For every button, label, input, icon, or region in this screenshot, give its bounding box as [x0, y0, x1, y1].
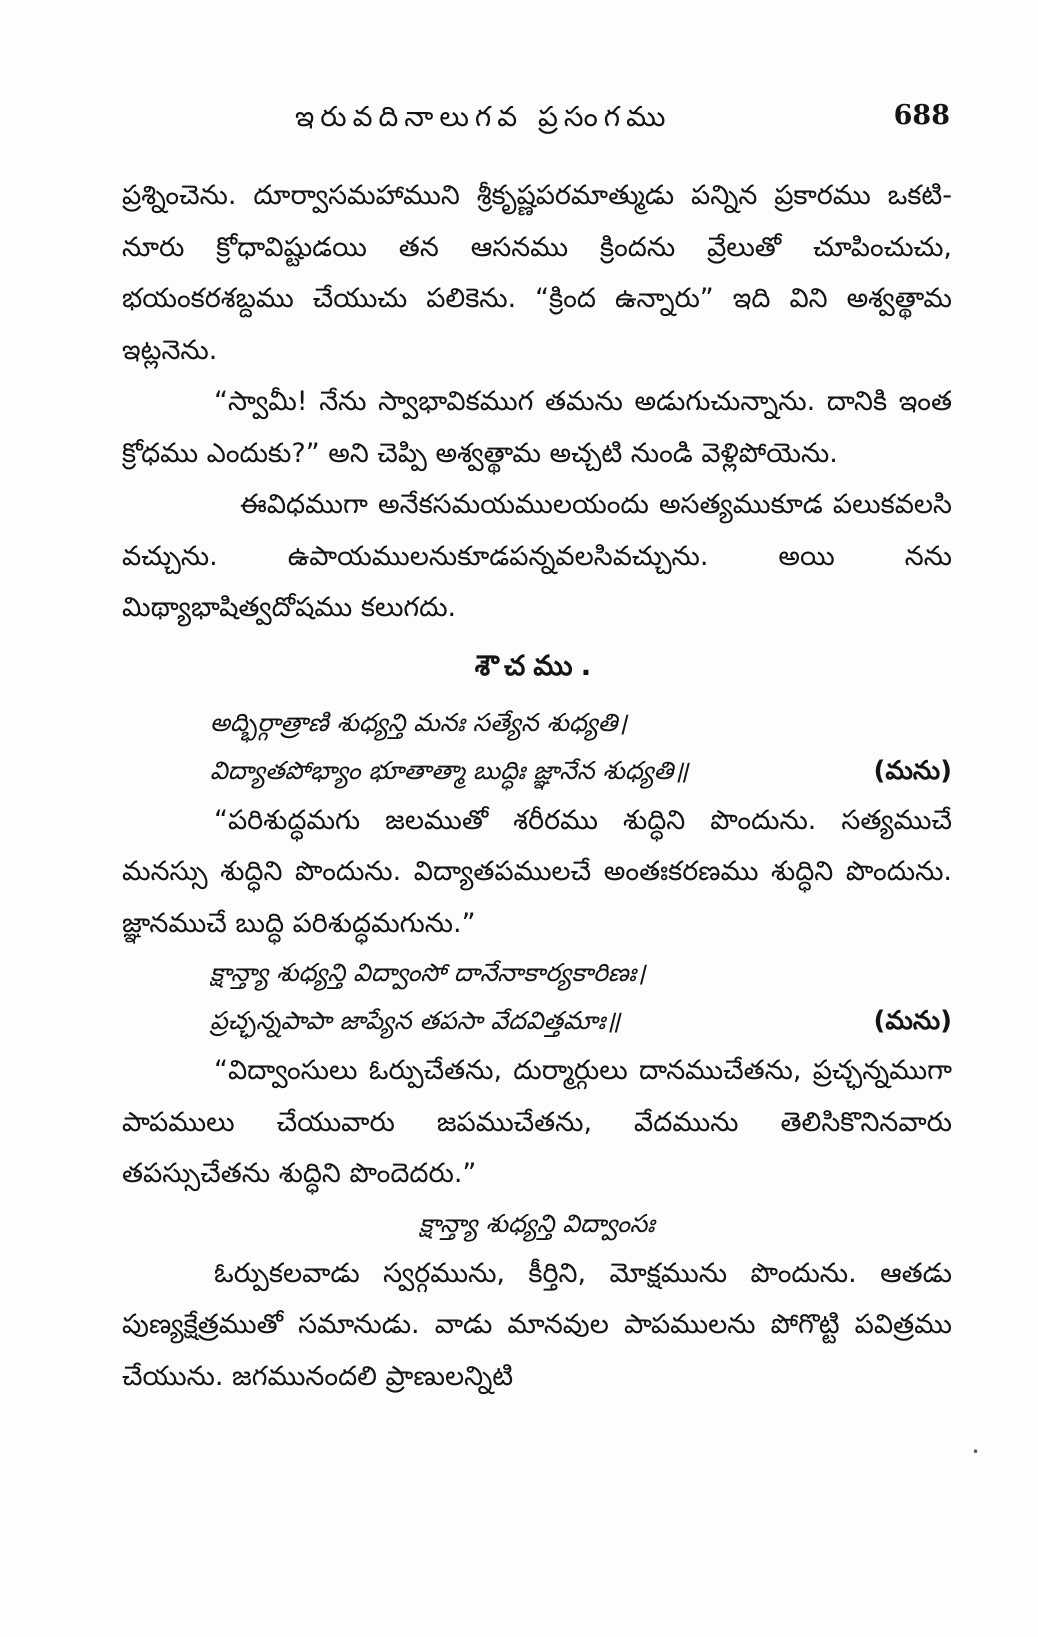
- page-number: 688: [893, 100, 950, 131]
- section-heading: శౌచము.: [474, 648, 600, 682]
- page-body: [122, 170, 952, 1402]
- verse-text: అద్భిర్గాత్రాణి శుధ్యన్తి మనః సత్యేన శుధ్యతి।: [210, 707, 627, 737]
- sanskrit-verse-line: [122, 997, 952, 1045]
- paragraph: ఈవిధముగా అనేకసమయములయందు అసత్యముకూడ పలుకవలసి వచ్చును. ఉపాయములనుకూడపన్నవలసివచ్చును. అయి నను మిథ్యాభాషిత్వదోషము కలుగదు.: [122, 489, 952, 623]
- page-header: [120, 100, 950, 140]
- sanskrit-verse-line: [122, 949, 952, 997]
- paragraph: ఓర్పుకలవాడు స్వర్గమును, కీర్తిని, మోక్షమును పొందును. ఆతడు పుణ్యక్షేత్రముతో సమానుడు. వాడు మానవుల పాపములను పోగొట్టి పవిత్రము చేయును. జగమునందలి ప్రాణులన్నిటి: [122, 1257, 952, 1392]
- verse-text: క్షాన్త్యా శుధ్యన్తి విద్వాంసః: [419, 1208, 655, 1238]
- verse-source: (మను): [873, 755, 952, 786]
- verse-text: క్షాన్త్యా శుధ్యన్తి విద్వాంసో దానేనాకార్యకారిణః।: [210, 958, 646, 987]
- paragraph: “స్వామీ! నేను స్వాభావికముగ తమను అడుగుచున్నాను. దానికి ఇంత క్రోధము ఎందుకు?” అని చెప్పి అశ్వత్థామ అచ్చటి నుండి వెళ్లిపోయెను.: [122, 386, 952, 469]
- sanskrit-verse-line: [122, 699, 952, 747]
- verse-text: విద్యాతపోభ్యాం భూతాత్మా బుద్ధిః జ్ఞానేన శుధ్యతి॥: [210, 755, 689, 785]
- verse-source: (మను): [873, 1006, 952, 1036]
- paragraph: “పరిశుద్ధమగు జలముతో శరీరము శుద్ధిని పొందును. సత్యముచే మనస్సు శుద్ధిని పొందును. విద్యాతపములచే అంతఃకరణము శుద్ధిని పొందును. జ్ఞానముచే బుద్ధి పరిశుద్ధమగును.”: [122, 804, 952, 939]
- verse-text: ప్రచ్ఛన్నపాపా జాప్యేన తపసా వేదవిత్తమాః॥: [210, 1006, 621, 1035]
- sanskrit-verse-line: [122, 747, 952, 795]
- sanskrit-verse-line: [122, 1200, 952, 1248]
- paragraph: “విద్వాంసులు ఓర్పుచేతను, దుర్మార్గులు దానముచేతను, ప్రచ్ఛన్నముగా పాపములు చేయువారు జపముచేతను, వేదమును తెలిసికొనినవారు తపస్సుచేతను శుద్ధిని పొందెదరు.”: [122, 1055, 952, 1189]
- paragraph: ప్రశ్నించెను. దూర్వాసమహాముని శ్రీకృష్ణపరమాత్ముడు పన్నిన ప్రకారము ఒకటి-నూరు క్రోధావిష్టుడయి తన ఆసనము క్రిందను వ్రేలుతో చూపించుచు, భయంకరశబ్దము చేయుచు పలికెను. “క్రింద ఉన్నారు” ఇది విని అశ్వత్థామ ఇట్లనెను.: [122, 180, 952, 366]
- running-head: ఇరువదినాలుగవ ప్రసంగము: [295, 100, 672, 133]
- scan-speck-icon: •: [972, 1445, 980, 1459]
